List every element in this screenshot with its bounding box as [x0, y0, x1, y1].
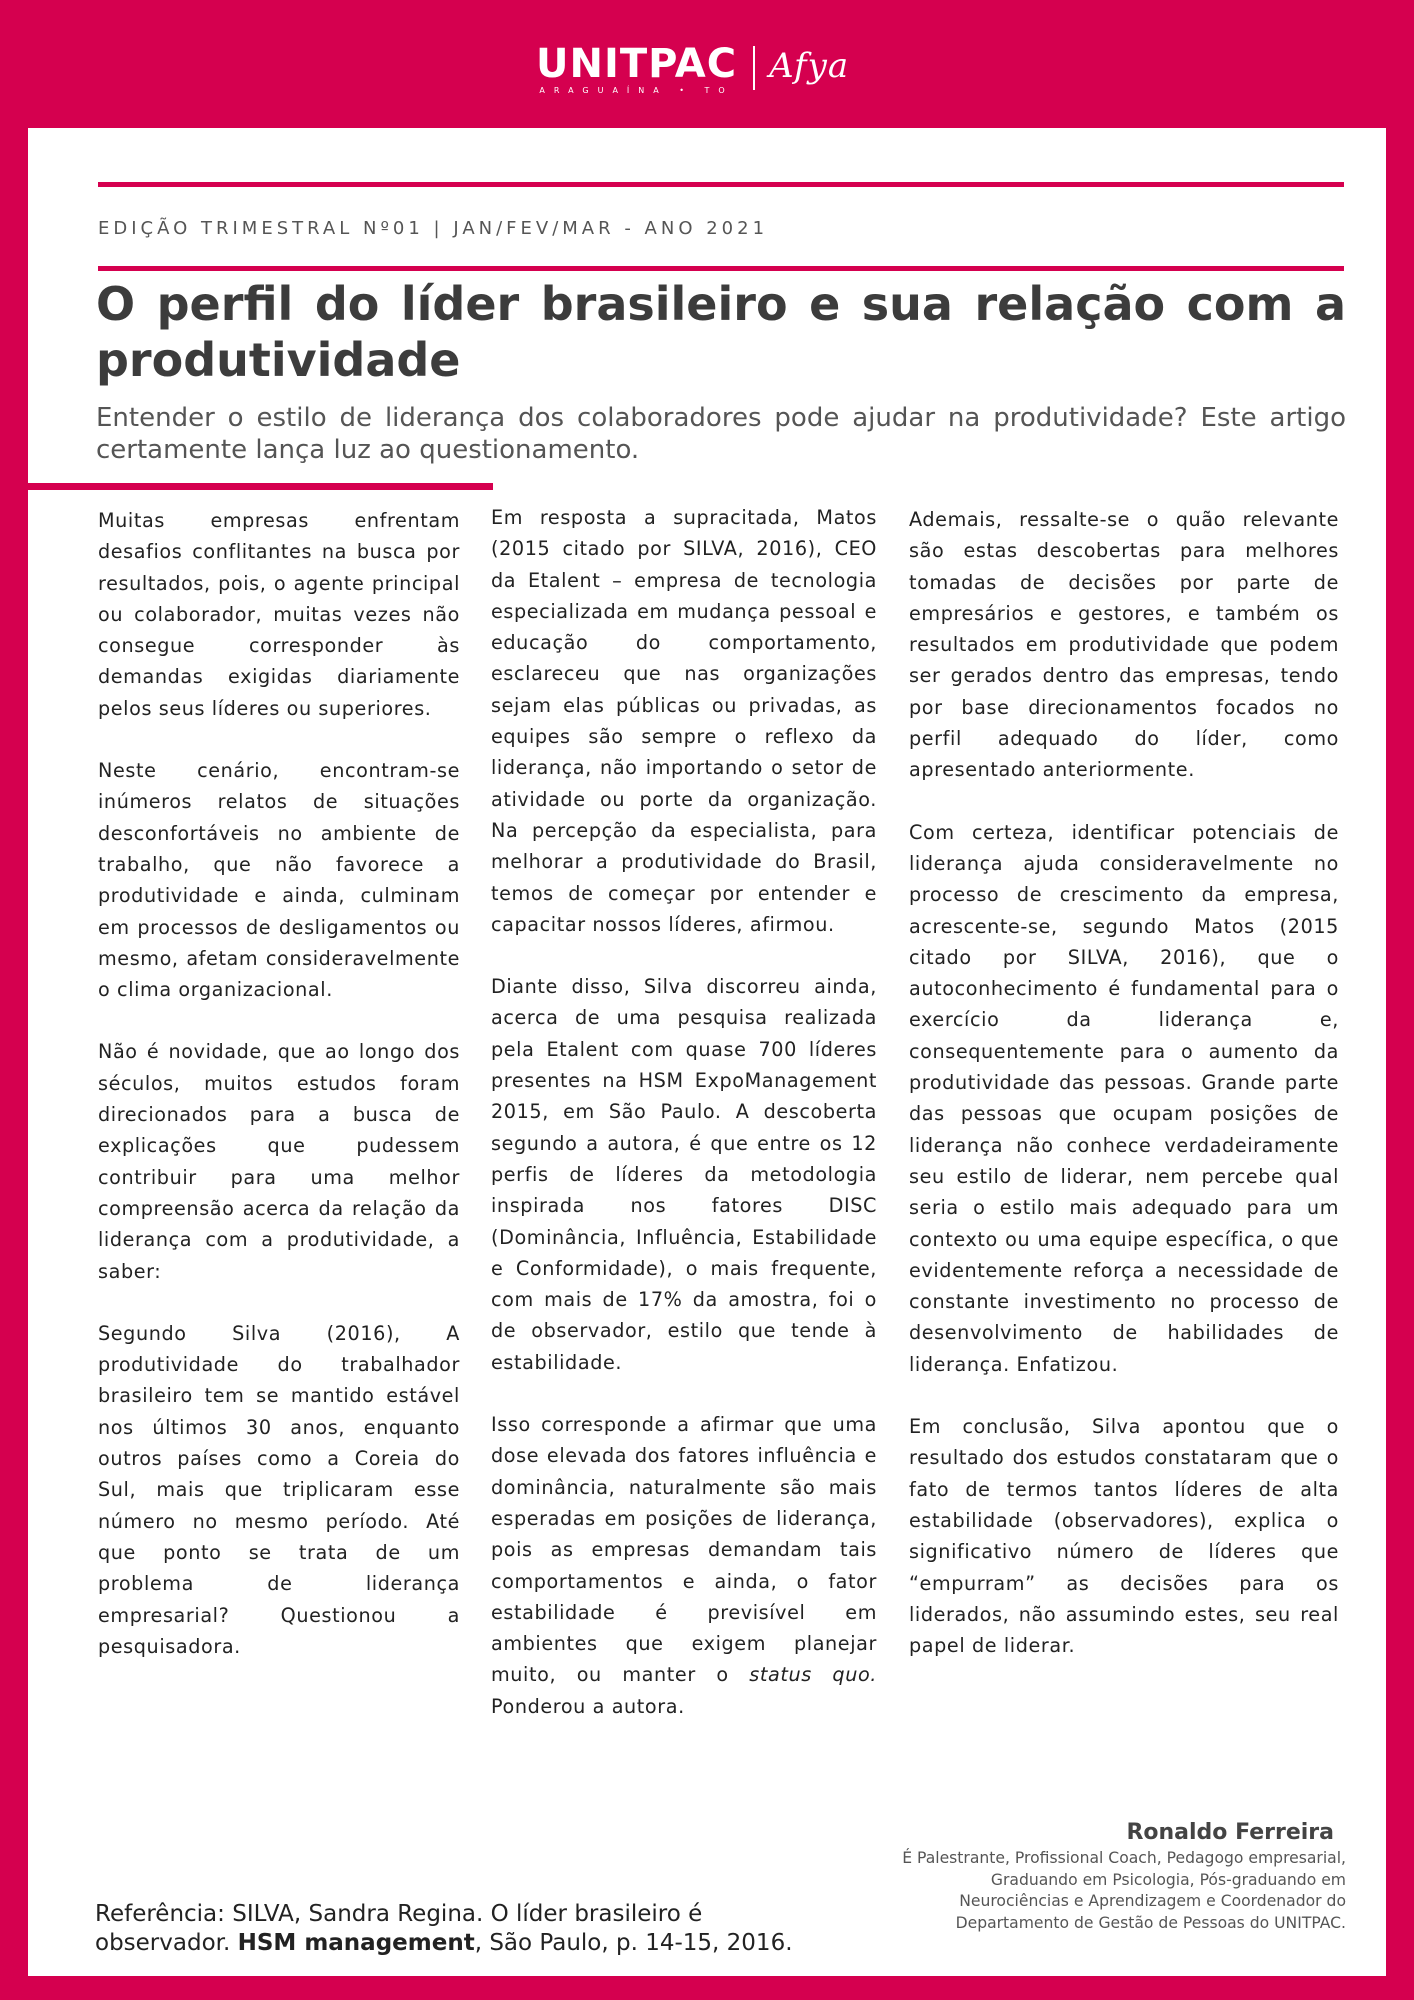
reference-text: Referência: SILVA, Sandra Regina. O líder brasileiro é observador.	[95, 1901, 703, 1956]
unitpac-logo	[536, 42, 737, 96]
logo	[536, 42, 849, 102]
paragraph-text-end: Ponderou a autora.	[491, 1694, 685, 1718]
reference-details: , São Paulo, p. 14-15, 2016.	[474, 1930, 793, 1956]
article-page	[28, 128, 1386, 1976]
edition-line: EDIÇÃO TRIMESTRAL Nº01 | JAN/FEV/MAR - ANO 2021	[98, 218, 769, 239]
title-rule	[98, 266, 1344, 271]
logo-divider	[753, 46, 755, 90]
paragraph: Em resposta a supracitada, Matos (2015 citado por SILVA, 2016), CEO da Etalent – empresa de tecnologia especializada em mudança pessoal e educação do comportamento, esclareceu que nas organizações sejam elas públicas ou privadas, as equipes são sempre o reflexo da liderança, não importando o setor de atividade ou porte da organização. Na percepção da especialista, para melhorar a produtividade do Brasil, temos de começar por entender e capacitar nossos líderes, afirmou.	[491, 506, 877, 936]
column-1	[98, 505, 460, 1693]
paragraph-text: Isso corresponde a afirmar que uma dose elevada dos fatores influência e dominância, naturalmente são mais esperadas em posições de liderança, pois as empresas demandam tais comportamentos e ainda, o fator estabilidade é previsível em ambientes que exigem planejar muito, ou manter o	[491, 1413, 877, 1687]
subtitle-rule	[28, 483, 493, 490]
author-name: Ronaldo Ferreira	[1126, 1820, 1334, 1845]
column-3	[909, 504, 1339, 1692]
paragraph: Em conclusão, Silva apontou que o resultado dos estudos constataram que o fato de termos tantos líderes de alta estabilidade (observadores), explica o significativo número de líderes que “empurram” as decisões para os liderados, não assumindo estes, seu real papel de liderar.	[909, 1415, 1339, 1658]
author-description: É Palestrante, Profissional Coach, Pedagogo empresarial, Graduando em Psicologia, Pós-graduando em Neurociências e Aprendizagem e Coordenador do Departamento de Gestão de Pessoas do UNITPAC.	[902, 1849, 1346, 1932]
paragraph: Diante disso, Silva discorreu ainda, acerca de uma pesquisa realizada pela Etalent com quase 700 líderes presentes na HSM ExpoManagement 2015, em São Paulo. A descoberta segundo a autora, é que entre os 12 perfis de líderes da metodologia inspirada nos fatores DISC (Dominância, Influência, Estabilidade e Conformidade), o mais frequente, com mais de 17% da amostra, foi o de observador, estilo que tende à estabilidade.	[491, 975, 877, 1374]
paragraph: Não é novidade, que ao longo dos séculos, muitos estudos foram direcionados para a busca de explicações que pudessem contribuir para uma melhor compreensão acerca da relação da liderança com a produtividade, a saber:	[98, 1040, 460, 1283]
afya-logo: Afya	[769, 46, 850, 86]
paragraph	[491, 1409, 877, 1722]
unitpac-logo-text: UNITPAC	[536, 41, 738, 87]
reference	[95, 1900, 835, 1958]
article-title: O perfil do líder brasileiro e sua relação com a produtividade	[96, 277, 1346, 387]
paragraph: Com certeza, identificar potenciais de liderança ajuda consideravelmente no processo de crescimento da empresa, acrescente-se, segundo Matos (2015 citado por SILVA, 2016), que o autoconhecimento é fundamental para o exercício da liderança e, consequentemente para o aumento da produtividade das pessoas. Grande parte das pessoas que ocupam posições de liderança não conhece verdadeiramente seu estilo de liderar, nem percebe qual seria o estilo mais adequado para um contexto ou uma equipe específica, o que evidentemente reforça a necessidade de constante investimento no processo de desenvolvimento de habilidades de liderança. Enfatizou.	[909, 820, 1339, 1376]
magazine-header	[0, 0, 1414, 126]
reference-source: HSM management	[237, 1930, 475, 1956]
top-rule	[98, 182, 1344, 187]
article-subtitle: Entender o estilo de liderança dos colaboradores pode ajudar na produtividade? Este artigo certamente lança luz ao questionamento.	[96, 403, 1346, 465]
paragraph: Muitas empresas enfrentam desafios conflitantes na busca por resultados, pois, o agente principal ou colaborador, muitas vezes não consegue corresponder às demandas exigidas diariamente pelos seus líderes ou superiores.	[98, 509, 460, 720]
column-2	[491, 502, 877, 1753]
italic-term: status quo.	[749, 1663, 878, 1687]
paragraph: Segundo Silva (2016), A produtividade do trabalhador brasileiro tem se mantido estável nos últimos 30 anos, enquanto outros países como a Coreia do Sul, mais que triplicaram esse número no mesmo período. Até que ponto se trata de um problema de liderança empresarial? Questionou a pesquisadora.	[98, 1321, 460, 1658]
paragraph: Neste cenário, encontram-se inúmeros relatos de situações desconfortáveis no ambiente de trabalho, que não favorece a produtividade e ainda, culminam em processos de desligamentos ou mesmo, afetam consideravelmente o clima organizacional.	[98, 759, 460, 1002]
unitpac-logo-subtext: ARAGUAÍNA • TO	[539, 86, 734, 95]
paragraph: Ademais, ressalte-se o quão relevante são estas descobertas para melhores tomadas de decisões por parte de empresários e gestores, e também os resultados em produtividade que podem ser gerados dentro das empresas, tendo por base direcionamentos focados no perfil adequado do líder, como apresentado anteriormente.	[909, 508, 1339, 782]
